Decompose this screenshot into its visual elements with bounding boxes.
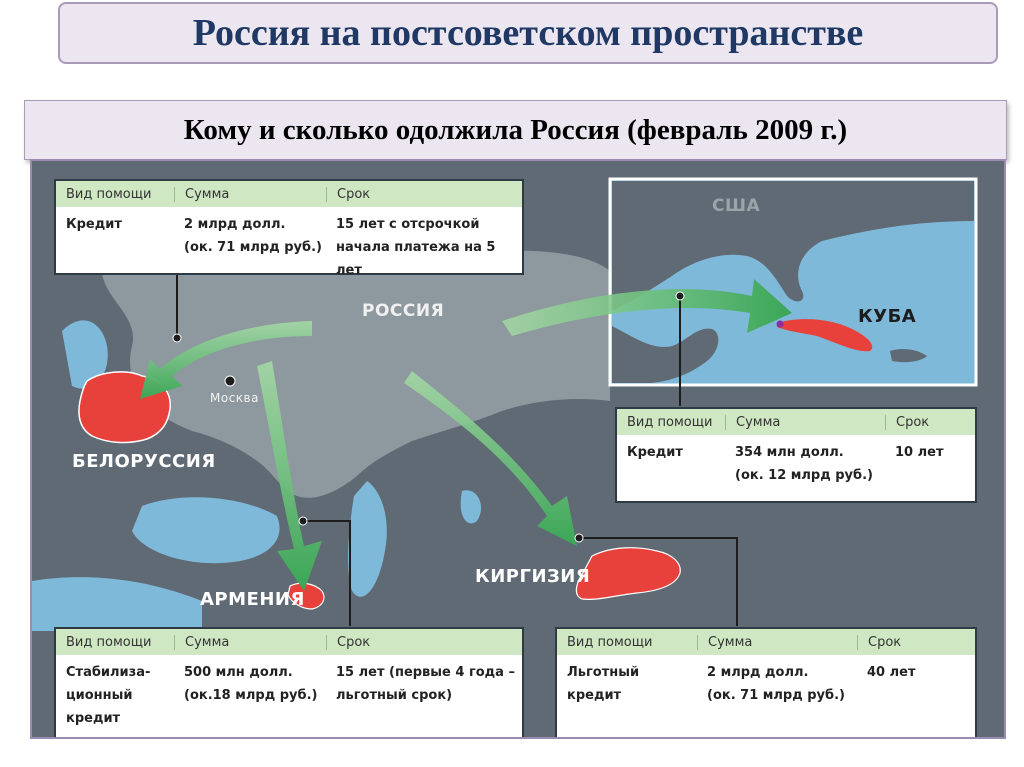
cuba-term: 10 лет xyxy=(895,445,944,460)
slide-title: Россия на постсоветском пространстве xyxy=(192,12,864,54)
kyrgyzstan-label: КИРГИЗИЯ xyxy=(475,566,591,587)
usa-label: США xyxy=(712,196,761,216)
belarus-loan-table xyxy=(54,179,524,278)
belarus-sum-1: 2 млрд долл. xyxy=(184,217,286,232)
armenia-table-row xyxy=(56,655,522,730)
belarus-label: БЕЛОРУССИЯ xyxy=(72,451,216,472)
header-sum: Сумма xyxy=(174,635,326,650)
header-type: Вид помощи xyxy=(66,186,152,202)
armenia-table-header xyxy=(56,629,522,655)
header-sum: Сумма xyxy=(174,187,326,202)
kyrgyzstan-table-row xyxy=(557,655,975,707)
armenia-term-2: льготный срок) xyxy=(336,688,453,703)
armenia-label: АРМЕНИЯ xyxy=(200,589,305,610)
armenia-connector-dot xyxy=(299,517,307,525)
belarus-connector-dot xyxy=(173,334,181,342)
header-sum: Сумма xyxy=(725,415,885,430)
cuba-label: КУБА xyxy=(858,306,917,327)
header-term: Срок xyxy=(857,635,975,650)
header-type: Вид помощи xyxy=(66,634,152,650)
belarus-term-2: начала платежа на 5 лет xyxy=(336,240,496,278)
armenia-sum-2: (ок.18 млрд руб.) xyxy=(184,688,318,703)
aral-sea xyxy=(461,490,481,523)
kyrgyzstan-term: 40 лет xyxy=(867,665,916,680)
armenia-term-1: 15 лет (первые 4 года – xyxy=(336,665,515,680)
belarus-table-header xyxy=(56,181,522,207)
moscow-marker xyxy=(225,376,235,386)
kyrgyzstan-loan-table xyxy=(555,627,977,739)
belarus-sum-2: (ок. 71 млрд руб.) xyxy=(184,240,322,255)
header-type: Вид помощи xyxy=(627,414,713,430)
armenia-type-2: ционный xyxy=(66,688,133,703)
cuba-sum-2: (ок. 12 млрд руб.) xyxy=(735,468,873,483)
slide-title-box xyxy=(58,2,998,64)
armenia-sum-1: 500 млн долл. xyxy=(184,665,293,680)
header-term: Срок xyxy=(326,635,522,650)
cuba-marker xyxy=(777,321,784,328)
kyrgyzstan-table-header xyxy=(557,629,975,655)
slide-subtitle: Кому и сколько одолжила Россия (февраль 2009 г.) xyxy=(183,113,848,146)
header-sum: Сумма xyxy=(697,635,857,650)
cuba-connector-dot xyxy=(676,292,684,300)
kyrgyzstan-type-1: Льготный xyxy=(567,665,640,680)
header-term: Срок xyxy=(326,187,522,202)
moscow-label: Москва xyxy=(210,391,259,405)
cuba-table-header xyxy=(617,409,975,435)
kyrgyzstan-connector-dot xyxy=(575,534,583,542)
armenia-type-3: кредит xyxy=(66,711,121,726)
belarus-type: Кредит xyxy=(66,217,122,232)
armenia-loan-table xyxy=(54,627,524,739)
cuba-table-row xyxy=(617,435,975,487)
kyrgyzstan-sum-1: 2 млрд долл. xyxy=(707,665,809,680)
cuba-sum-1: 354 млн долл. xyxy=(735,445,844,460)
subtitle-box xyxy=(24,100,1007,160)
caspian-sea xyxy=(348,481,387,597)
kyrgyzstan-territory xyxy=(576,548,680,600)
black-sea xyxy=(132,497,280,563)
belarus-term-1: 15 лет с отсрочкой xyxy=(336,217,480,232)
cuba-type: Кредит xyxy=(627,445,683,460)
mediterranean-sea xyxy=(32,577,202,631)
header-type: Вид помощи xyxy=(567,634,653,650)
map-frame xyxy=(30,159,1006,739)
kyrgyzstan-sum-2: (ок. 71 млрд руб.) xyxy=(707,688,845,703)
cuba-loan-table xyxy=(615,407,977,503)
header-term: Срок xyxy=(885,415,975,430)
belarus-table-row xyxy=(56,207,522,282)
armenia-type-1: Стабилиза- xyxy=(66,665,151,680)
kyrgyzstan-type-2: кредит xyxy=(567,688,622,703)
russia-label: РОССИЯ xyxy=(362,301,445,321)
